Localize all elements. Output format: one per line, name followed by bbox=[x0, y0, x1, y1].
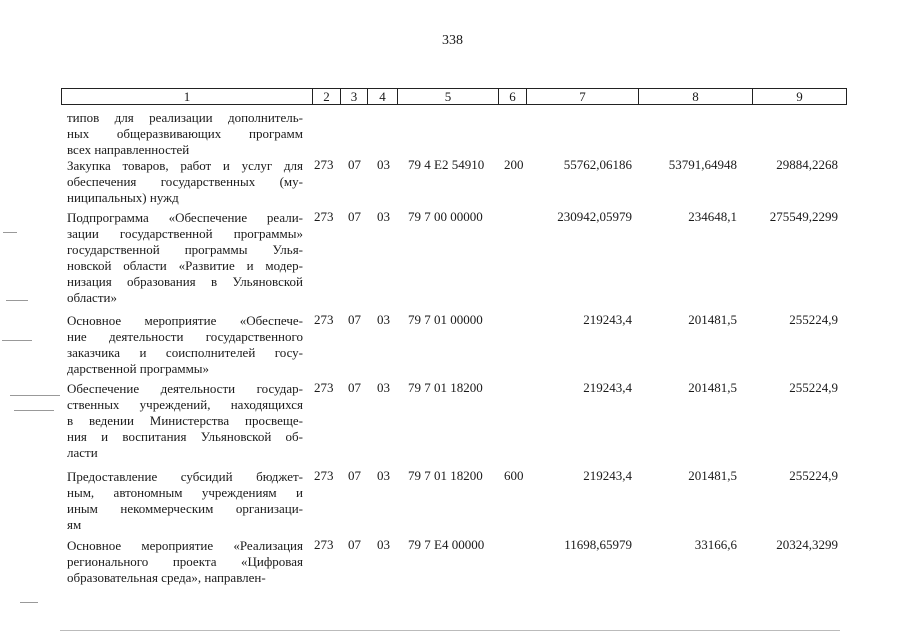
header-col-5: 5 bbox=[398, 89, 499, 104]
cell-rz: 07 bbox=[348, 380, 361, 395]
row-description bbox=[67, 158, 303, 206]
cell-amount-7: 219243,4 bbox=[583, 380, 632, 395]
description-line: государственной программы Улья- bbox=[67, 242, 303, 257]
row-description bbox=[67, 469, 303, 533]
description-line: Предоставление субсидий бюджет- bbox=[67, 469, 303, 484]
description-line: образовательная среда», направлен- bbox=[67, 570, 266, 585]
description-line: ным, автономным учреждениям и bbox=[67, 485, 303, 500]
description-line: иным некоммерческим организаци- bbox=[67, 501, 303, 516]
cell-pr: 03 bbox=[377, 157, 390, 172]
description-line: дарственной программы» bbox=[67, 361, 210, 376]
description-line: в ведении Министерства просвеще- bbox=[67, 413, 303, 428]
cell-csr: 79 7 01 00000 bbox=[408, 312, 483, 327]
cell-csr: 79 4 E2 54910 bbox=[408, 157, 485, 172]
cell-csr: 79 7 E4 00000 bbox=[408, 537, 485, 552]
cell-rz: 07 bbox=[348, 157, 361, 172]
cell-csr: 79 7 01 18200 bbox=[408, 468, 483, 483]
description-line: низация образования в Ульяновской bbox=[67, 274, 303, 289]
cell-pr: 03 bbox=[377, 468, 390, 483]
description-line: новской области «Развитие и модер- bbox=[67, 258, 303, 273]
cell-amount-7: 11698,65979 bbox=[564, 537, 632, 552]
header-col-8: 8 bbox=[639, 89, 753, 104]
cell-csr: 79 7 00 00000 bbox=[408, 209, 483, 224]
cell-amount-8: 53791,64948 bbox=[668, 157, 737, 172]
row-description bbox=[67, 538, 303, 586]
scan-speck bbox=[20, 602, 38, 603]
cell-amount-9: 29884,2268 bbox=[776, 157, 838, 172]
description-line: области» bbox=[67, 290, 117, 305]
cell-pr: 03 bbox=[377, 380, 390, 395]
cell-amount-8: 234648,1 bbox=[688, 209, 737, 224]
page-number: 338 bbox=[442, 33, 463, 48]
description-line: всех направленностей bbox=[67, 142, 190, 157]
header-col-7: 7 bbox=[527, 89, 639, 104]
cell-amount-9: 20324,3299 bbox=[776, 537, 838, 552]
cell-ved: 273 bbox=[314, 209, 334, 224]
description-line: регионального проекта «Цифровая bbox=[67, 554, 303, 569]
description-line: обеспечения государственных (му- bbox=[67, 174, 303, 189]
cell-amount-8: 33166,6 bbox=[694, 537, 737, 552]
scan-speck bbox=[6, 300, 28, 301]
cell-pr: 03 bbox=[377, 537, 390, 552]
cell-rz: 07 bbox=[348, 209, 361, 224]
description-line: Основное мероприятие «Реализация bbox=[67, 538, 303, 553]
header-col-2: 2 bbox=[313, 89, 341, 104]
description-line: ния и воспитания Ульяновской об- bbox=[67, 429, 303, 444]
description-line: типов для реализации дополнитель- bbox=[67, 110, 303, 125]
cell-rz: 07 bbox=[348, 312, 361, 327]
cell-csr: 79 7 01 18200 bbox=[408, 380, 483, 395]
cell-amount-7: 219243,4 bbox=[583, 468, 632, 483]
cell-amount-7: 55762,06186 bbox=[563, 157, 632, 172]
scan-speck bbox=[3, 232, 17, 233]
description-line: ласти bbox=[67, 445, 98, 460]
cell-amount-8: 201481,5 bbox=[688, 380, 737, 395]
row-description bbox=[67, 313, 303, 377]
cell-ved: 273 bbox=[314, 468, 334, 483]
description-line: ниципальных) нужд bbox=[67, 190, 179, 205]
cell-rz: 07 bbox=[348, 468, 361, 483]
cell-pr: 03 bbox=[377, 209, 390, 224]
cell-ved: 273 bbox=[314, 537, 334, 552]
header-col-6: 6 bbox=[499, 89, 527, 104]
description-line: зации государственной программы» bbox=[67, 226, 303, 241]
cell-vr: 600 bbox=[504, 468, 524, 483]
scan-speck bbox=[60, 630, 840, 631]
description-line: Закупка товаров, работ и услуг для bbox=[67, 158, 303, 173]
cell-amount-9: 255224,9 bbox=[789, 468, 838, 483]
scan-speck bbox=[2, 340, 32, 341]
header-col-9: 9 bbox=[796, 89, 803, 104]
cell-rz: 07 bbox=[348, 537, 361, 552]
cell-ved: 273 bbox=[314, 312, 334, 327]
scan-speck bbox=[10, 395, 60, 396]
table-header-row bbox=[61, 88, 847, 105]
description-line: заказчика и соисполнителей госу- bbox=[67, 345, 303, 360]
cell-vr: 200 bbox=[504, 157, 524, 172]
cell-amount-8: 201481,5 bbox=[688, 312, 737, 327]
cell-amount-7: 230942,05979 bbox=[557, 209, 632, 224]
description-line: ственных учреждений, находящихся bbox=[67, 397, 303, 412]
row-description bbox=[67, 210, 303, 306]
cell-ved: 273 bbox=[314, 380, 334, 395]
description-line: ных общеразвивающих программ bbox=[67, 126, 303, 141]
cell-amount-9: 255224,9 bbox=[789, 380, 838, 395]
cell-amount-7: 219243,4 bbox=[583, 312, 632, 327]
description-line: Подпрограмма «Обеспечение реали- bbox=[67, 210, 303, 225]
scan-speck bbox=[14, 410, 54, 411]
description-line: ям bbox=[67, 517, 82, 532]
description-line: Основное мероприятие «Обеспече- bbox=[67, 313, 303, 328]
description-line: ние деятельности государственного bbox=[67, 329, 303, 344]
row-description bbox=[67, 381, 303, 461]
cell-pr: 03 bbox=[377, 312, 390, 327]
header-col-4: 4 bbox=[368, 89, 398, 104]
description-line: Обеспечение деятельности государ- bbox=[67, 381, 303, 396]
cell-amount-9: 275549,2299 bbox=[769, 209, 838, 224]
cell-amount-8: 201481,5 bbox=[688, 468, 737, 483]
cell-ved: 273 bbox=[314, 157, 334, 172]
cell-amount-9: 255224,9 bbox=[789, 312, 838, 327]
header-col-3: 3 bbox=[341, 89, 368, 104]
header-col-1: 1 bbox=[62, 89, 313, 104]
row-description bbox=[67, 110, 303, 158]
